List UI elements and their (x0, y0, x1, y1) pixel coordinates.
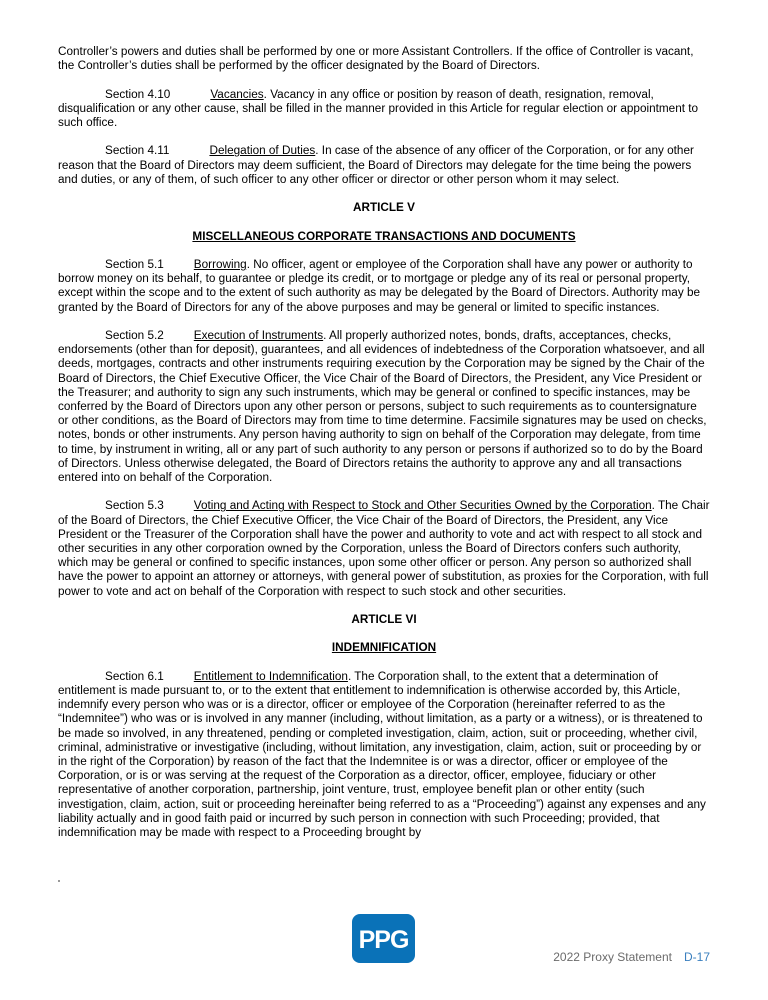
section-text: . The Chair of the Board of Directors, the Chief Executive Officer, the Vice Chair of the Board of Directors, the President, any Vice President or the Treasurer of the Corporation shall have the power and authority to vote and act with respect to all stock and other securities in any other corporation owned by the Corporation, unless the Board of Directors confers such authority, which may be general or confined to specific instances, upon some other officer or person. Any person so authorized shall have the power to appoint an attorney or attorneys, with general power of substitution, as proxies for the Corporation, with full power to vote and act on behalf of the Corporation with respect to such stock and other securities. (58, 499, 710, 598)
section-caption: Borrowing (193, 257, 247, 271)
section-5-1 (58, 258, 710, 315)
section-text: . In case of the absence of any officer of the Corporation, or for any other reason that the Board of Directors may deem sufficient, the Board of Directors may delegate for the time being the powers and duties, or any of them, of such officer to any other officer or director or other person whom it may select. (58, 144, 694, 186)
section-4-11 (58, 144, 710, 187)
article-vi-subtitle-text: INDEMNIFICATION (331, 641, 437, 655)
section-text: . Vacancy in any office or position by reason of death, resignation, removal, disqualification or any other cause, shall be filled in the manner provided in this Article for regular election or appointment to such office. (58, 87, 699, 129)
section-number: Section 5.2 (105, 328, 164, 342)
page-footer (553, 950, 710, 964)
section-caption: Entitlement to Indemnification (193, 669, 348, 683)
article-vi-subtitle (58, 641, 710, 655)
ppg-logo (352, 914, 415, 963)
section-6-1 (58, 670, 710, 840)
footer-doc-label: 2022 Proxy Statement (553, 950, 672, 964)
article-v-title: ARTICLE V (352, 201, 415, 215)
paragraph-controller-continued (58, 45, 710, 73)
ppg-logo-icon (352, 914, 415, 963)
document-body (58, 45, 710, 854)
paragraph-text: Controller’s powers and duties shall be performed by one or more Assistant Controllers. If the office of Controller is vacant, the Controller’s duties shall be performed by the officer designated by the Board of Directors. (58, 45, 694, 73)
section-number: Section 5.3 (105, 499, 164, 513)
section-number: Section 4.10 (105, 87, 171, 101)
section-4-10 (58, 88, 710, 131)
section-5-2 (58, 329, 710, 485)
article-v-subtitle (58, 230, 710, 244)
article-vi-title: ARTICLE VI (351, 613, 417, 626)
section-caption: Voting and Acting with Respect to Stock and Other Securities Owned by the Corporation (193, 499, 652, 513)
section-caption: Vacancies (210, 87, 264, 101)
article-v-subtitle-text: MISCELLANEOUS CORPORATE TRANSACTIONS AND DOCUMENTS (192, 229, 576, 243)
section-text: . The Corporation shall, to the extent that a determination of entitlement is made pursuant to, or to the extent that entitlement to indemnification is otherwise accorded by, this Article, indemnify every person who was or is a director, officer or employee of the Corporation (hereinafter referred to as the “Indemnitee”) who was or is involved in any manner (including, without limitation, as a party or a witness), or is threatened to be made so involved, in any threatened, pending or completed investigation, claim, action, suit or proceeding, whether civil, criminal, administrative or investigative (including, without limitation, any investigation, claim, action, suit or proceeding by or in the right of the Corporation) by reason of the fact that the Indemnitee is or was a director, officer or employee of the Corporation, or is or was serving at the request of the Corporation as a director, officer, employee, fiduciary or other representative of another corporation, partnership, joint venture, trust, employee benefit plan or other entity (such investigation, claim, action, suit or proceeding hereinafter being referred to as a “Proceeding”) against any expenses and any liability actually and in good faith paid or incurred by such person in connection with such Proceeding; provided, that indemnification may be made with respect to a Proceeding brought by (58, 669, 706, 840)
ppg-logo-text: PPG (358, 926, 409, 954)
section-caption: Execution of Instruments (193, 328, 324, 342)
section-text: . No officer, agent or employee of the Corporation shall have any power or authority to borrow money on its behalf, to guarantee or pledge its credit, or to mortgage or pledge any of its real or personal property, except within the scope and to the extent of such authority as may be delegated by the Board of Directors. Authority may be granted by the Board of Directors for any of the above purposes and may be general or limited to specific instances. (58, 257, 701, 314)
footer-page-number: D-17 (683, 950, 710, 964)
section-5-3 (58, 499, 710, 598)
section-number: Section 5.1 (105, 257, 164, 271)
section-caption: Delegation of Duties (209, 144, 316, 158)
section-text: . All properly authorized notes, bonds, drafts, acceptances, checks, endorsements (other than for deposit), guarantees, and all evidences of indebtedness of the Corporation whatsoever, and all deeds, mortgages, contracts and other instruments requiring execution by the Corporation may be signed by the Chair of the Board of Directors, the Chief Executive Officer, the Vice Chair of the Board of Directors, the President, any Vice President or the Treasurer; and authority to sign any such instruments, which may be general or confined to specific instances, may be conferred by the Board of Directors upon any other person or persons, subject to such requirements as to countersignature or other conditions, as the Board of Directors may from time to time determine. Facsimile signatures may be used on checks, notes, bonds or other instruments. Any person having authority to sign on behalf of the Corporation may delegate, from time to time, by instrument in writing, all or any part of such authority to any person or persons if authorized so to do by the Board of Directors. Unless otherwise delegated, the Board of Directors retains the authority to approve any and all transactions entered into on behalf of the Corporation. (58, 328, 707, 484)
section-number: Section 4.11 (105, 144, 170, 158)
section-number: Section 6.1 (105, 669, 164, 683)
stray-mark (58, 880, 60, 882)
